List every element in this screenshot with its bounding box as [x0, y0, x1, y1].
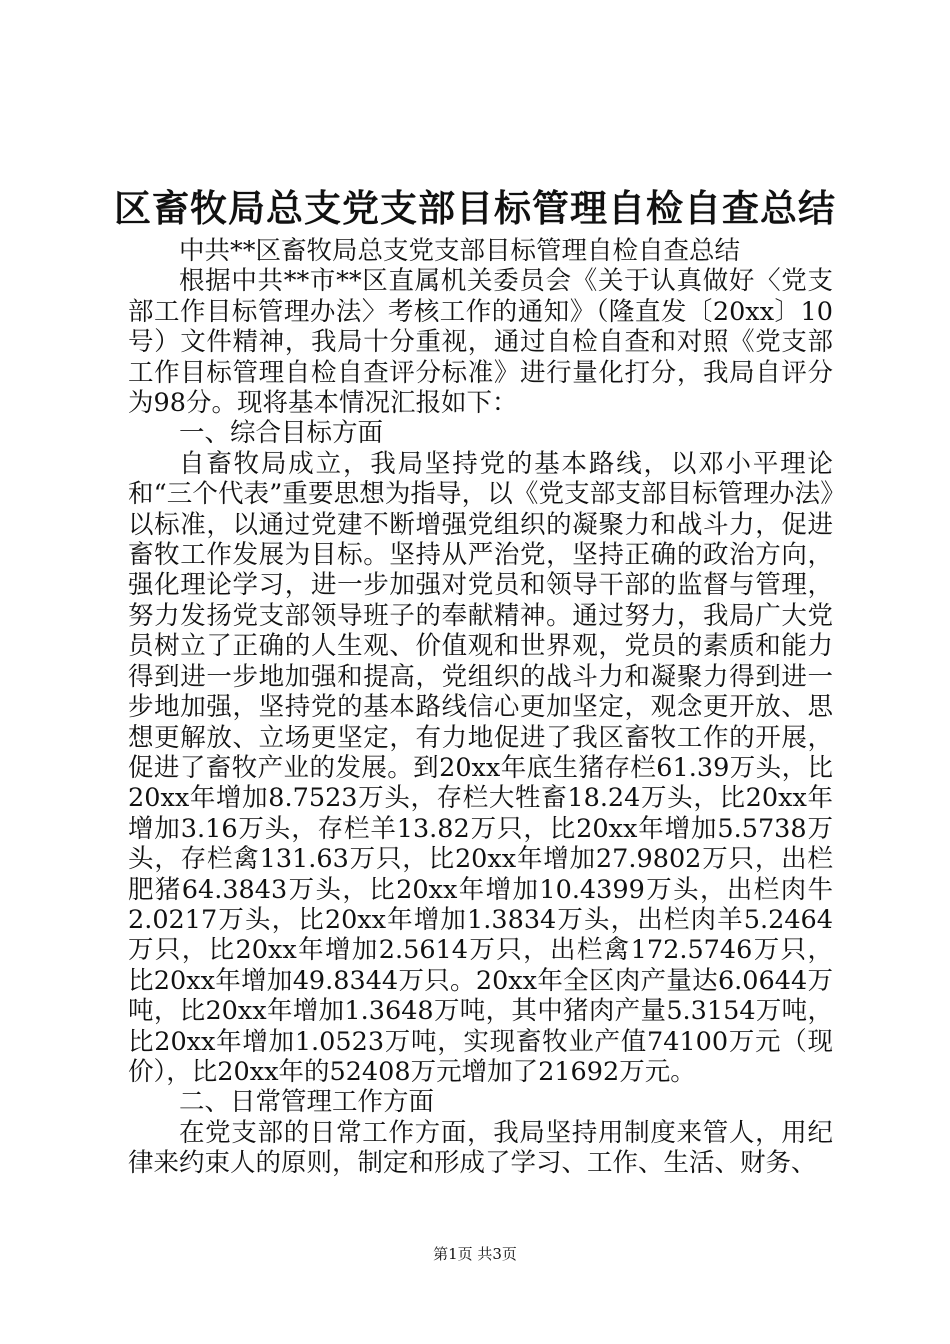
intro-paragraph: 根据中共**市**区直属机关委员会《关于认真做好〈党支部工作目标管理办法〉考核工作的通知》（隆直发〔20xx〕10号）文件精神，我局十分重视，通过自检自查和对照《党支部工作目标管理自检自查评分标准》进行量化打分，我局自评分为98分。现将基本情况汇报如下： [128, 266, 833, 419]
section-heading-daily-management: 二、日常管理工作方面 [179, 1087, 435, 1118]
page-footer: 第1页 共3页 [433, 1245, 517, 1263]
subtitle-paragraph: 中共**区畜牧局总支党支部目标管理自检自查总结 [179, 236, 741, 266]
comprehensive-goals-paragraph: 自畜牧局成立，我局坚持党的基本路线，以邓小平理论和“三个代表”重要思想为指导，以《党支部支部目标管理办法》以标准，以通过党建不断增强党组织的凝聚力和战斗力，促进畜牧工作发展为目标。坚持从严治党，坚持正确的政治方向，强化理论学习，进一步加强对党员和领导干部的监督与管理，努力发扬党支部领导班子的奉献精神。通过努力，我局广大党员树立了正确的人生观、价值观和世界观，党员的素质和能力得到进一步地加强和提高，党组织的战斗力和凝聚力得到进一步地加强，坚持党的基本路线信心更加坚定，观念更开放、思想更解放、立场更坚定，有力地促进了我区畜牧工作的开展，促进了畜牧产业的发展。到20xx年底生猪存栏61.39万头，比20xx年增加8.7523万头，存栏大牲畜18.24万头，比20xx年增加3.16万头，存栏羊13.82万只，比20xx年增加5.5738万头，存栏禽131.63万只，比20xx年增加27.9802万只，出栏肥猪64.3843万头，比20xx年增加10.4399万头，出栏肉牛2.0217万头，比20xx年增加1.3834万头，出栏肉羊5.2464万只，比20xx年增加2.5614万只，出栏禽172.5746万只，比20xx年增加49.8344万只。20xx年全区肉产量达6.0644万吨，比20xx年增加1.3648万吨，其中猪肉产量5.3154万吨，比20xx年增加1.0523万吨，实现畜牧业产值74100万元（现价），比20xx年的52408万元增加了21692万元。 [128, 448, 833, 1087]
document-body [128, 236, 833, 1179]
document-title: 区畜牧局总支党支部目标管理自检自查总结 [114, 186, 836, 230]
daily-management-paragraph: 在党支部的日常工作方面，我局坚持用制度来管人，用纪律来约束人的原则，制定和形成了学习、工作、生活、财务、 [128, 1117, 833, 1179]
section-heading-comprehensive-goals: 一、综合目标方面 [179, 418, 384, 449]
